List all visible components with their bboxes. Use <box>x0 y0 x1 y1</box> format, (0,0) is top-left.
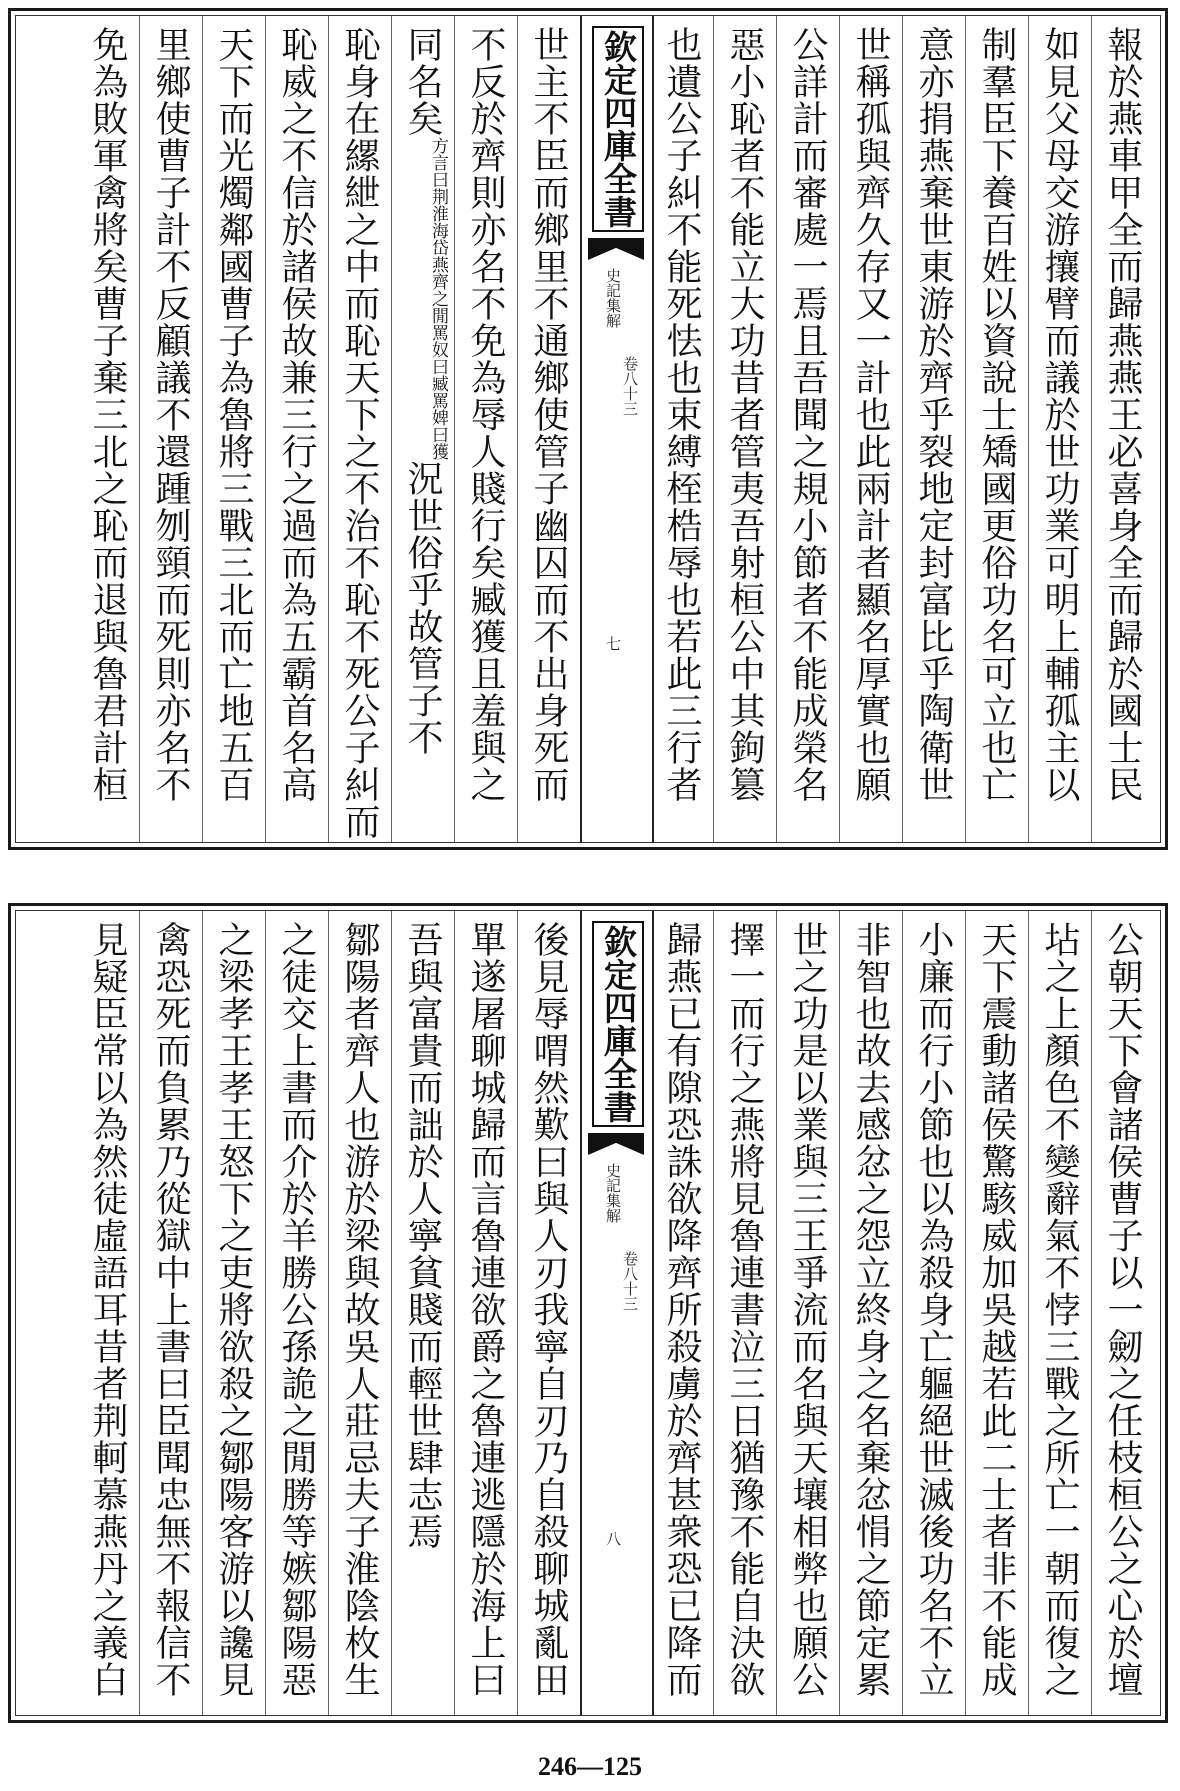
text-column <box>1033 921 1085 1698</box>
text-column <box>655 26 707 803</box>
page-upper <box>8 8 1168 850</box>
text-column <box>459 26 511 803</box>
page-upper-frame <box>15 15 1161 843</box>
column-rule <box>202 16 203 842</box>
text-column <box>522 921 574 1698</box>
column-text: 小廉而行小節也以為殺身亡軀絕世滅後功名不立 <box>913 921 954 1698</box>
column-text: 制羣臣下養百姓以資說士矯國更俗功名可立也亡 <box>976 26 1017 803</box>
column-text: 擇一而行之燕將見魯連書泣三日猶豫不能自決欲 <box>724 921 765 1698</box>
text-column <box>844 921 896 1698</box>
text-column <box>396 921 448 1550</box>
column-text: 世之功是以業與三王爭流而名與天壤相弊也願公 <box>787 921 828 1698</box>
column-rule <box>902 911 903 1715</box>
leaf-number: 七 <box>604 636 622 651</box>
column-text-continued: 況世俗乎故管子不 <box>402 460 443 756</box>
text-column <box>1096 26 1148 803</box>
column-rule <box>202 911 203 1715</box>
volume-label: 卷八十三 <box>621 1251 639 1311</box>
text-column <box>655 921 707 1698</box>
column-rule <box>965 16 966 842</box>
column-text: 里鄉使曹子計不反顧議不還踵刎頸而死則亦名不 <box>150 26 191 803</box>
column-text: 惡小恥者不能立大功昔者管夷吾射桓公中其鉤篡 <box>724 26 765 803</box>
fishtail-mark-icon <box>588 238 644 260</box>
book-title-label: 欽定四庫全書 <box>592 921 644 1127</box>
column-text: 世稱孤與齊久存又一計也此兩計者顯名厚實也願 <box>850 26 891 803</box>
column-text: 同名矣 <box>402 26 443 137</box>
column-text: 天下而光燭鄰國曹子為魯將三戰三北而亡地五百 <box>213 26 254 803</box>
volume-label: 卷八十三 <box>621 356 639 416</box>
column-text: 禽恐死而負累乃從獄中上書曰臣聞忠無不報信不 <box>150 921 191 1698</box>
column-text: 公詳計而審處一焉且吾聞之規小節者不能成榮名 <box>787 26 828 803</box>
text-column <box>1096 921 1148 1698</box>
column-text: 報於燕車甲全而歸燕燕王必喜身全而歸於國士民 <box>1102 26 1143 803</box>
book-name-label: 史記集解 <box>604 1163 622 1223</box>
column-text: 見疑臣常以為然徒虛語耳昔者荆軻慕燕丹之義白 <box>87 921 128 1698</box>
column-text: 恥威之不信於諸侯故兼三行之過而為五霸首名高 <box>276 26 317 803</box>
text-column <box>781 26 833 803</box>
column-text: 如見父母交游攘臂而議於世功業可明上輔孤主以 <box>1039 26 1080 803</box>
column-text: 非智也故去感忿之怨立終身之名棄忿悁之節定累 <box>850 921 891 1698</box>
column-rule <box>839 911 840 1715</box>
page-number-footer: 246—125 <box>538 1752 642 1781</box>
column-rule <box>1091 16 1092 842</box>
text-column <box>970 26 1022 803</box>
text-column <box>207 921 259 1698</box>
column-rule <box>391 911 392 1715</box>
text-column <box>333 26 385 840</box>
column-rule <box>454 16 455 842</box>
text-column <box>907 921 959 1698</box>
text-column <box>1033 26 1085 803</box>
text-column <box>270 26 322 803</box>
text-column <box>144 921 196 1698</box>
column-text: 坫之上顏色不變辭氣不悖三戰之所亡一朝而復之 <box>1039 921 1080 1698</box>
column-rule <box>1028 911 1029 1715</box>
text-column <box>718 921 770 1698</box>
text-column <box>144 26 196 803</box>
column-rule <box>776 16 777 842</box>
text-column <box>907 26 959 803</box>
column-text: 後見辱喟然歎曰與人刃我寧自刃乃自殺聊城亂田 <box>528 921 569 1698</box>
text-column <box>522 26 574 803</box>
fishtail-mark-icon <box>588 1133 644 1155</box>
column-text: 不反於齊則亦名不免為辱人賤行矣臧獲且羞與之 <box>465 26 506 803</box>
column-rule <box>517 911 518 1715</box>
text-column <box>718 26 770 803</box>
column-text: 世主不臣而鄉里不通鄉使管子幽囚而不出身死而 <box>528 26 569 803</box>
page-lower <box>8 903 1168 1723</box>
column-text: 公朝天下會諸侯曹子以一劒之任枝桓公之心於壇 <box>1102 921 1143 1698</box>
book-title-label: 欽定四庫全書 <box>592 26 644 232</box>
column-rule <box>839 16 840 842</box>
text-column <box>781 921 833 1698</box>
column-rule <box>265 911 266 1715</box>
column-rule <box>713 911 714 1715</box>
interlinear-annotation: 方言曰荆淮海岱燕齊之閒罵奴曰臧罵婢曰獲 <box>428 137 448 460</box>
column-text: 也遺公子糾不能死怯也束縛桎梏辱也若此三行者 <box>661 26 702 803</box>
column-text: 吾與富貴而詘於人寧貧賤而輕世肆志焉 <box>402 921 443 1550</box>
column-text: 恥身在縲紲之中而恥天下之不治不恥不死公子糾而 <box>339 26 380 840</box>
column-text: 鄒陽者齊人也游於梁與故吳人莊忌夫子淮陰枚生 <box>339 921 380 1698</box>
text-column <box>81 921 133 1698</box>
column-rule <box>454 911 455 1715</box>
column-rule <box>391 16 392 842</box>
leaf-number: 八 <box>604 1531 622 1546</box>
text-column <box>970 921 1022 1698</box>
column-text: 意亦捐燕棄世東游於齊乎裂地定封富比乎陶衛世 <box>913 26 954 803</box>
text-column <box>396 26 448 756</box>
column-rule <box>265 16 266 842</box>
column-rule <box>713 16 714 842</box>
column-rule <box>902 16 903 842</box>
text-column <box>270 921 322 1698</box>
page-lower-frame <box>15 910 1161 1716</box>
column-rule <box>965 911 966 1715</box>
text-column <box>844 26 896 803</box>
column-rule <box>328 911 329 1715</box>
column-rule <box>328 16 329 842</box>
center-margin-strip <box>580 16 654 842</box>
column-text: 免為敗軍禽將矣曹子棄三北之恥而退與魯君計桓 <box>87 26 128 803</box>
column-text: 單遂屠聊城歸而言魯連欲爵之魯連逃隱於海上曰 <box>465 921 506 1698</box>
center-margin-strip <box>580 911 654 1715</box>
book-name-label: 史記集解 <box>604 268 622 328</box>
column-text: 之徒交上書而介於羊勝公孫詭之閒勝等嫉鄒陽惡 <box>276 921 317 1698</box>
column-rule <box>517 16 518 842</box>
text-column <box>207 26 259 803</box>
column-rule <box>1091 911 1092 1715</box>
column-rule <box>139 16 140 842</box>
text-column <box>459 921 511 1698</box>
text-column <box>333 921 385 1698</box>
column-rule <box>139 911 140 1715</box>
column-text: 之梁孝王孝王怒下之吏將欲殺之鄒陽客游以讒見 <box>213 921 254 1698</box>
column-text: 歸燕已有隙恐誅欲降齊所殺虜於齊甚衆恐已降而 <box>661 921 702 1698</box>
text-column <box>81 26 133 803</box>
column-rule <box>1028 16 1029 842</box>
column-text: 天下震動諸侯驚駭威加吳越若此二士者非不能成 <box>976 921 1017 1698</box>
column-rule <box>776 911 777 1715</box>
